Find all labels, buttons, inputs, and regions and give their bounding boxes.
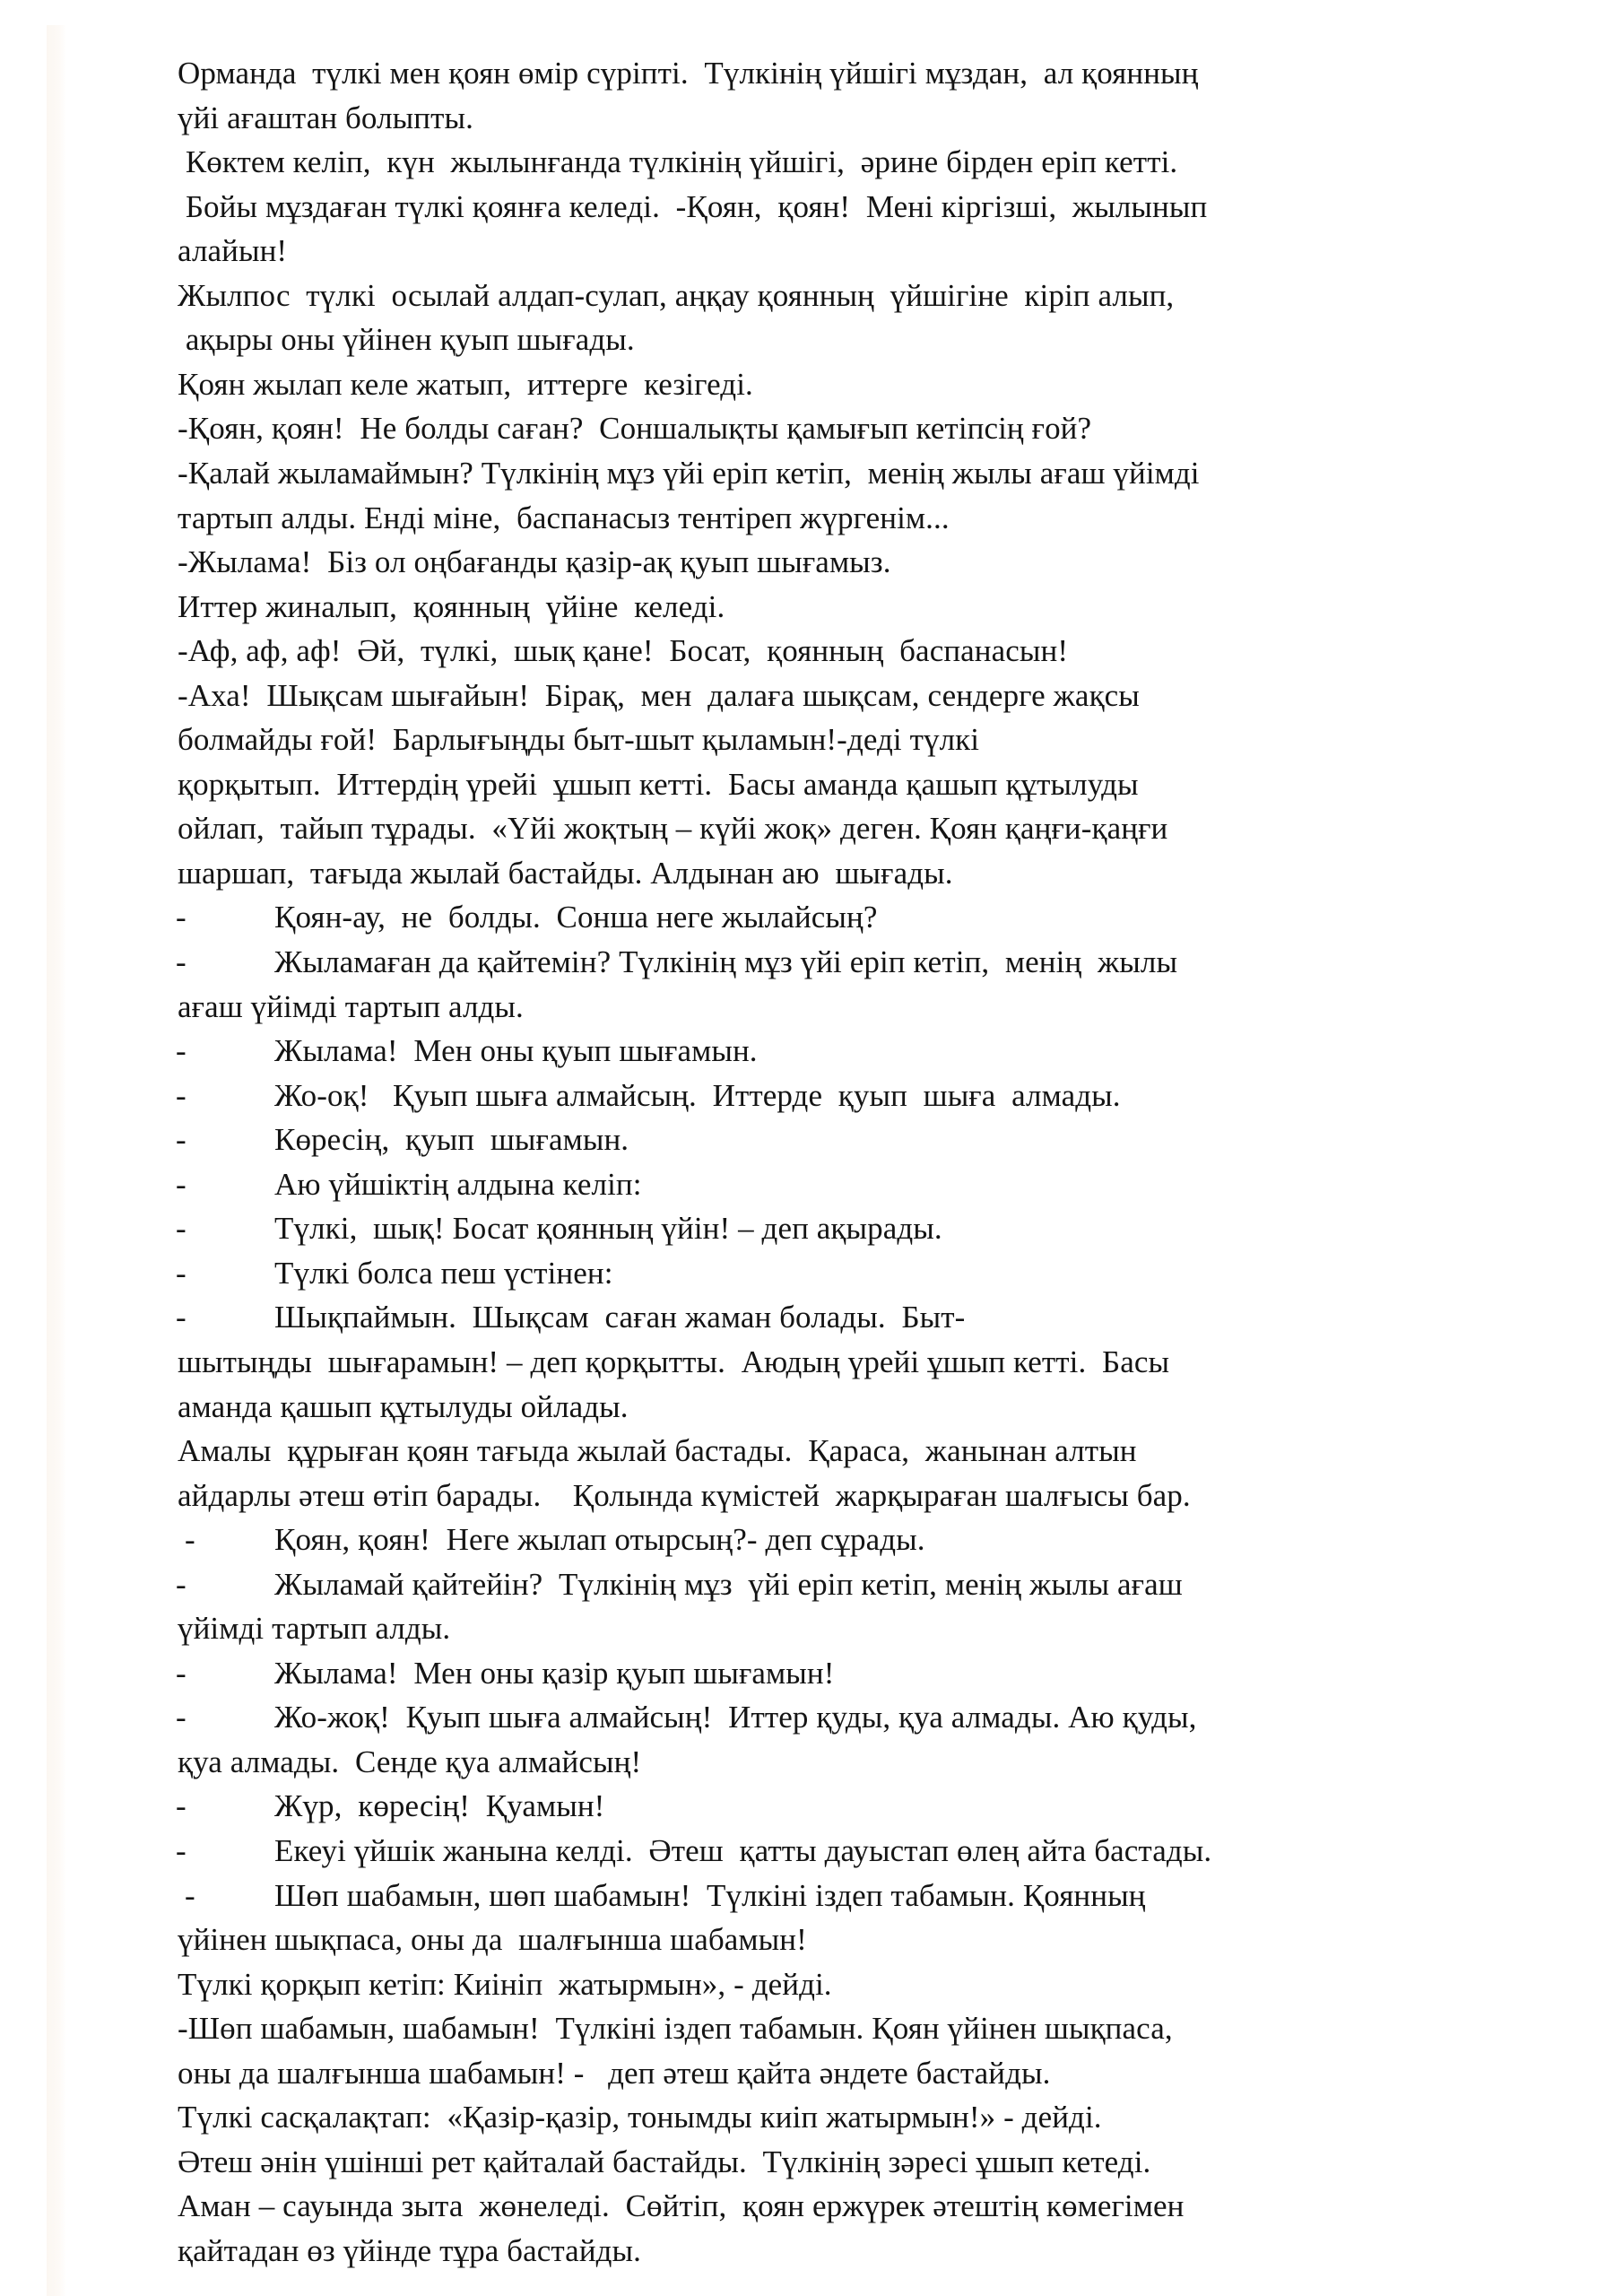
dialogue-line: Түлкі, шық! Босат қоянның үйін! – деп ақырады.	[274, 1211, 942, 1246]
dialogue-dash: -	[176, 1788, 187, 1823]
text-line: аманда қашып құтылуды ойлады.	[178, 1389, 629, 1424]
text-line: айдарлы әтеш өтіп барады. Қолында күмістей жарқыраған шалғысы бар.	[178, 1478, 1191, 1513]
text-line: -Қоян, қоян! Не болды саған? Соншалықты қамығып кетіпсің ғой?	[178, 411, 1092, 446]
text-line: шаршап, тағыда жылай бастайды. Алдынан аю шығады.	[178, 856, 953, 891]
text-line: -Аха! Шықсам шығайын! Бірақ, мен далаға шықсам, сендерге жақсы	[178, 678, 1140, 713]
text-line: Аман – сауында зыта жөнеледі. Сөйтіп, қоян ержүрек әтештің көмегімен	[178, 2188, 1185, 2223]
text-line: -Шөп шабамын, шабамын! Түлкіні іздеп табамын. Қоян үйінен шықпаса,	[178, 2011, 1173, 2046]
dialogue-dash: -	[176, 1700, 187, 1735]
dialogue-line: Жыламаған да қайтемін? Түлкінің мұз үйі еріп кетіп, менің жылы	[274, 944, 1178, 979]
text-line: Көктем келіп, күн жылынғанда түлкінің үйшігі, әрине бірден еріп кетті.	[178, 144, 1178, 179]
text-line: Жылпос түлкі осылай алдап-сулап, аңқау қоянның үйшігіне кіріп алып,	[178, 278, 1175, 313]
dialogue-line: Түлкі болса пеш үстінен:	[274, 1256, 613, 1291]
dialogue-line: Жыламай қайтейін? Түлкінің мұз үйі еріп кетіп, менің жылы ағаш	[274, 1567, 1183, 1602]
text-line: болмайды ғой! Барлығыңды быт-шыт қыламын!-деді түлкі	[178, 722, 980, 757]
text-line: Орманда түлкі мен қоян өмір сүріпті. Түлкінің үйшігі мұздан, ал қоянның	[178, 56, 1199, 91]
text-line: үйі ағаштан болыпты.	[178, 100, 473, 135]
text-line: -Қалай жыламаймын? Түлкінің мұз үйі еріп кетіп, менің жылы ағаш үйімді	[178, 456, 1200, 491]
dialogue-dash: -	[176, 1167, 187, 1202]
dialogue-line: Екеуі үйшік жанына келді. Әтеш қатты дауыстап өлең айта бастады.	[274, 1833, 1212, 1868]
dialogue-dash: -	[176, 1122, 187, 1157]
dialogue-dash: -	[185, 1878, 195, 1913]
text-line: Түлкі сасқалақтап: «Қазір-қазір, тонымды киіп жатырмын!» - дейді.	[178, 2100, 1102, 2135]
dialogue-dash: -	[176, 944, 187, 979]
dialogue-dash: -	[176, 1567, 187, 1602]
dialogue-dash: -	[176, 1300, 187, 1335]
text-line: үйінен шықпаса, оны да шалғынша шабамын!	[178, 1922, 807, 1957]
text-line: ақыры оны үйінен қуып шығады.	[178, 322, 635, 357]
text-line: Түлкі қорқып кетіп: Киініп жатырмын», - дейді.	[178, 1967, 832, 2002]
text-line: оны да шалғынша шабамын! - деп әтеш қайта әндете бастайды.	[178, 2056, 1051, 2091]
text-line: тартып алды. Енді міне, баспанасыз тентіреп жүргенім...	[178, 500, 950, 535]
dialogue-dash: -	[176, 1256, 187, 1291]
dialogue-line: Шөп шабамын, шөп шабамын! Түлкіні іздеп табамын. Қоянның	[274, 1878, 1146, 1913]
dialogue-dash: -	[176, 1211, 187, 1246]
text-line: Әтеш әнін үшінші рет қайталай бастайды. Түлкінің зәресі ұшып кетеді.	[178, 2144, 1151, 2179]
dialogue-line: Жылама! Мен оны қуып шығамын.	[274, 1033, 758, 1068]
text-line: шытыңды шығарамын! – деп қорқытты. Аюдың үрейі ұшып кетті. Басы	[178, 1344, 1170, 1379]
text-line: Амалы құрыған қоян тағыда жылай бастады. Қараса, жанынан алтын	[178, 1433, 1137, 1468]
dialogue-line: Қоян, қоян! Неге жылап отырсың?- деп сұрады.	[274, 1522, 925, 1557]
dialogue-line: Көресің, қуып шығамын.	[274, 1122, 629, 1157]
dialogue-line: Аю үйшіктің алдына келіп:	[274, 1167, 642, 1202]
text-line: алайын!	[178, 233, 288, 268]
dialogue-line: Қоян-ау, не болды. Сонша неге жылайсың?	[274, 900, 878, 935]
text-line: қорқытып. Иттердің үрейі ұшып кетті. Басы аманда қашып құтылуды	[178, 767, 1139, 802]
dialogue-dash: -	[176, 1833, 187, 1868]
dialogue-line: Жо-оқ! Қуып шыға алмайсың. Иттерде қуып шыға алмады.	[274, 1078, 1121, 1113]
dialogue-dash: -	[176, 900, 187, 935]
dialogue-dash: -	[176, 1656, 187, 1691]
text-line: Қоян жылап келе жатып, иттерге кезігеді.	[178, 367, 753, 402]
dialogue-line: Жо-жоқ! Қуып шыға алмайсың! Иттер қуды, қуа алмады. Аю қуды,	[274, 1700, 1197, 1735]
text-line: -Жылама! Біз ол оңбағанды қазір-ақ қуып шығамыз.	[178, 544, 891, 579]
dialogue-dash: -	[176, 1078, 187, 1113]
text-line: Иттер жиналып, қоянның үйіне келеді.	[178, 589, 725, 624]
dialogue-line: Жылама! Мен оны қазір қуып шығамын!	[274, 1656, 835, 1691]
dialogue-line: Жүр, көресің! Қуамын!	[274, 1788, 605, 1823]
text-line: қуа алмады. Сенде қуа алмайсың!	[178, 1744, 642, 1779]
text-line: ойлап, тайып тұрады. «Үйі жоқтың – күйі жоқ» деген. Қоян қаңғи-қаңғи	[178, 811, 1168, 846]
text-line: ағаш үйімді тартып алды.	[178, 989, 524, 1024]
page-edge-shadow	[47, 25, 66, 2296]
dialogue-line: Шықпаймын. Шықсам саған жаман болады. Быт-	[274, 1300, 966, 1335]
text-line: үйімді тартып алды.	[178, 1611, 451, 1646]
dialogue-dash: -	[176, 1033, 187, 1068]
text-line: -Аф, аф, аф! Әй, түлкі, шық қане! Босат, қоянның баспанасын!	[178, 633, 1069, 668]
text-line: қайтадан өз үйінде тұра бастайды.	[178, 2233, 642, 2268]
text-line: Бойы мұздаған түлкі қоянға келеді. -Қоян, қоян! Мені кіргізші, жылынып	[178, 189, 1208, 224]
dialogue-dash: -	[185, 1522, 195, 1557]
